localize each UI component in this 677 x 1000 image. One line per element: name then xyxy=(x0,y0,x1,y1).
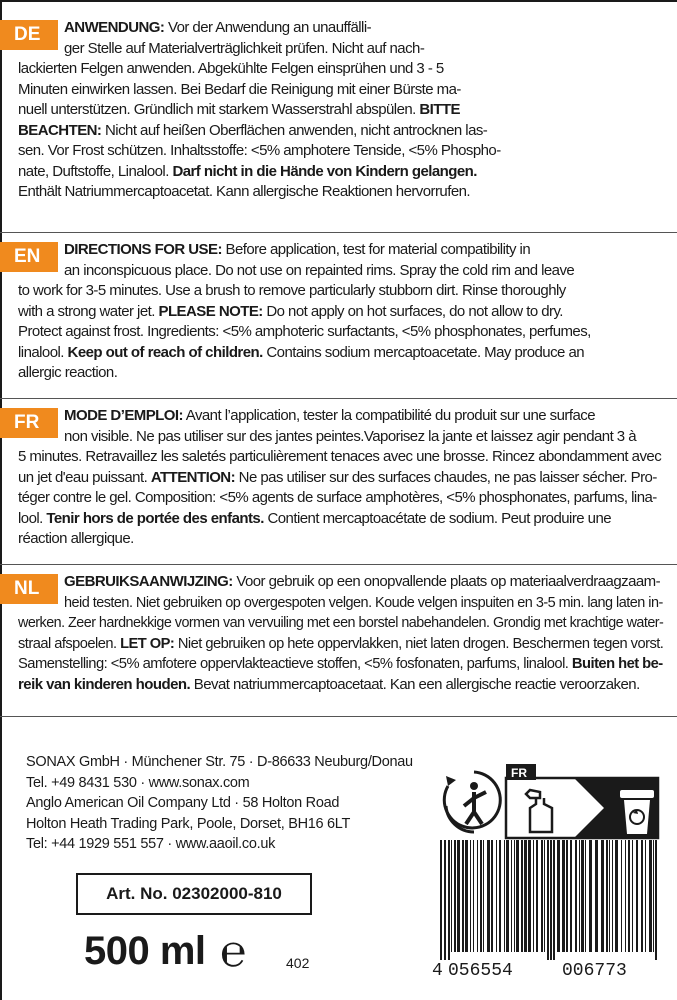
text-line xyxy=(18,240,663,261)
text-line xyxy=(18,322,663,343)
barcode-bar xyxy=(625,840,626,952)
bold-phrase: Keep out of reach of children. xyxy=(67,343,263,361)
text-line xyxy=(18,162,663,183)
estimated-sign-icon: ℮ xyxy=(220,927,247,976)
text-phrase: Contains sodium mercaptoacetate. May produce an xyxy=(262,343,585,361)
barcode-bar xyxy=(595,840,598,952)
barcode-bar xyxy=(562,840,565,952)
text-phrase: lool. xyxy=(18,509,47,527)
barcode-bar xyxy=(496,840,497,952)
address-line: Holton Heath Trading Park, Poole, Dorset, BH16 6LT xyxy=(26,815,351,832)
recycling-info xyxy=(434,762,662,842)
text-line xyxy=(18,572,663,593)
barcode-bar xyxy=(504,840,505,952)
barcode-bar xyxy=(533,840,534,952)
instructions-text xyxy=(18,406,663,550)
barcode-bar xyxy=(480,840,482,952)
barcode-bar xyxy=(451,840,452,952)
bold-phrase: ATTENTION: xyxy=(150,468,236,486)
text-phrase: sen. Vor Frost schützen. Inhaltsstoffe: <5% amphotere Tenside, <5% Phospho- xyxy=(18,142,501,159)
barcode-bar xyxy=(521,840,523,952)
text-phrase: heid testen. Niet gebruiken op overgespoten velgen. Koude velgen inspuiten en 3-5 min. lang laten in- xyxy=(64,593,663,611)
barcode-bar xyxy=(589,840,592,952)
text-phrase: téger contre le gel. Composition: <5% agents de surface amphotères, <5% phosphonates, parfums, lina- xyxy=(18,489,657,506)
text-phrase: Minuten einwirken lassen. Bei Bedarf die Reinigung mit einer Bürste ma- xyxy=(18,80,461,98)
text-phrase: Vor der Anwendung an unauffälli- xyxy=(164,19,372,36)
bold-phrase: MODE D’EMPLOI: xyxy=(64,407,183,424)
country-tab: FR xyxy=(511,766,527,780)
bold-phrase: GEBRUIKSAANWIJZING: xyxy=(64,573,233,590)
barcode-bar xyxy=(511,840,512,952)
triman-icon xyxy=(444,772,500,832)
barcode-bar xyxy=(606,840,608,952)
volume-label: 500 ml xyxy=(84,929,206,973)
bold-phrase: DIRECTIONS FOR USE: xyxy=(64,241,222,258)
text-line xyxy=(18,39,663,60)
barcode-bar xyxy=(547,840,549,960)
language-tab: DE xyxy=(0,20,58,50)
text-phrase: Niet gebruiken op hete oppervlakken, niet laten drogen. Beschermen tegen vorst. xyxy=(174,634,664,652)
text-phrase: an inconspicuous place. Do not use on repainted rims. Spray the cold rim and leave xyxy=(64,261,575,279)
barcode-bar xyxy=(514,840,515,952)
text-line xyxy=(18,593,663,614)
text-phrase: non visible. Ne pas utiliser sur des jantes peintes.Vaporisez la jante et laissez agir pendant 3 à xyxy=(64,427,637,445)
barcode-bar xyxy=(499,840,501,952)
text-line xyxy=(18,141,663,162)
barcode-bar xyxy=(536,840,538,952)
bold-phrase: reik van kinderen houden. xyxy=(18,675,191,693)
barcode-bar xyxy=(553,840,555,960)
text-line xyxy=(18,468,663,489)
barcode-bar xyxy=(557,840,560,952)
bold-phrase: BEACHTEN: xyxy=(18,121,102,139)
text-phrase: ger Stelle auf Materialverträglichkeit prüfen. Nicht auf nach- xyxy=(64,39,425,57)
barcode-bar xyxy=(454,840,456,952)
barcode-bar xyxy=(440,840,442,960)
barcode-bar xyxy=(516,840,519,952)
text-line xyxy=(18,447,663,468)
text-phrase: lackierten Felgen anwenden. Abgekühlte Felgen einsprühen und 3 - 5 xyxy=(18,60,444,77)
text-phrase: to work for 3-5 minutes. Use a brush to remove particularly stubborn dirt. Rinse thoroughly xyxy=(18,282,566,299)
barcode-bar xyxy=(632,840,633,952)
barcode-digit-first: 4 xyxy=(432,961,443,981)
barcode-bar xyxy=(645,840,646,952)
language-tab: FR xyxy=(0,408,58,438)
instructions-text xyxy=(18,240,663,384)
barcode-bar xyxy=(601,840,604,952)
section-divider xyxy=(0,232,677,233)
text-line xyxy=(18,406,663,427)
barcode-bar xyxy=(581,840,584,952)
text-phrase: nuell unterstützen. Gründlich mit starkem Wasserstrahl abspülen. xyxy=(18,101,420,118)
section-divider xyxy=(0,564,677,565)
text-phrase: Protect against frost. Ingredients: <5% amphoteric surfactants, <5% phosphonates, perfumes, xyxy=(18,323,591,340)
text-line xyxy=(18,654,663,675)
text-phrase: with a strong water jet. xyxy=(18,302,159,320)
text-line xyxy=(18,529,663,550)
barcode-bar xyxy=(609,840,610,952)
text-line xyxy=(18,182,663,203)
bold-phrase: Darf nicht in die Hände von Kindern gelangen. xyxy=(172,162,477,180)
barcode-bar xyxy=(649,840,652,952)
language-tab: NL xyxy=(0,574,58,604)
bold-phrase: BITTE xyxy=(419,101,460,118)
text-phrase: Bevat natriummercaptoacetaat. Kan een allergische reactie veroorzaken. xyxy=(190,675,640,693)
text-phrase: Samenstelling: <5% amfotere oppervlakteactieve stoffen, <5% fosfonaten, parfums, linalool. xyxy=(18,655,572,672)
text-line xyxy=(18,59,663,80)
text-phrase: allergic reaction. xyxy=(18,364,118,381)
text-phrase: straal afspoelen. xyxy=(18,634,121,652)
text-phrase: linalool. xyxy=(18,343,68,361)
text-line xyxy=(18,18,663,39)
barcode-bar xyxy=(575,840,577,952)
text-line xyxy=(18,80,663,101)
barcode-bar xyxy=(655,840,657,960)
text-phrase: Before application, test for material compatibility in xyxy=(221,241,531,258)
barcode-bar xyxy=(487,840,490,952)
address-line: SONAX GmbH · Münchener Str. 75 · D-86633 Neuburg/Donau xyxy=(26,754,413,770)
text-line xyxy=(18,613,663,634)
bold-phrase: Tenir hors de portée des enfants. xyxy=(46,509,264,527)
text-line xyxy=(18,121,663,142)
text-phrase: Voor gebruik op een onopvallende plaats op materiaalverdraagzaam- xyxy=(232,573,661,590)
barcode xyxy=(432,840,666,960)
bold-phrase: PLEASE NOTE: xyxy=(158,302,263,320)
barcode-bar xyxy=(641,840,643,952)
barcode-bar xyxy=(628,840,630,952)
barcode-bar xyxy=(462,840,464,952)
section-divider xyxy=(0,398,677,399)
barcode-bar xyxy=(524,840,527,952)
bold-phrase: ANWENDUNG: xyxy=(64,19,165,36)
batch-code: 402 xyxy=(286,955,310,971)
barcode-bar xyxy=(465,840,468,952)
address-line: Anglo American Oil Company Ltd · 58 Holton Road xyxy=(26,795,340,811)
barcode-digit-group: 006773 xyxy=(562,961,627,981)
text-phrase: réaction allergique. xyxy=(18,530,134,547)
bold-phrase: LET OP: xyxy=(120,634,175,652)
barcode-bar xyxy=(615,840,618,952)
text-line xyxy=(18,261,663,282)
text-phrase: nate, Duftstoffe, Linalool. xyxy=(18,162,173,180)
text-phrase: Contient mercaptoacétate de sodium. Peut produire une xyxy=(263,509,612,527)
bold-phrase: Buiten het be- xyxy=(571,655,663,672)
section-divider xyxy=(0,716,677,717)
barcode-bar xyxy=(566,840,568,952)
barcode-bar xyxy=(612,840,613,952)
barcode-bar xyxy=(541,840,543,952)
instructions-text xyxy=(18,18,663,203)
barcode-bar xyxy=(579,840,580,952)
text-phrase: 5 minutes. Retravaillez les saletés particulièrement tenaces avec une brosse. Rincez abondamment avec xyxy=(18,448,662,465)
text-line xyxy=(18,488,663,509)
phone-line: Tel. +49 8431 530 · www.sonax.com xyxy=(26,774,250,791)
barcode-digit-group: 056554 xyxy=(448,961,513,981)
barcode-bar xyxy=(457,840,460,952)
barcode-bar xyxy=(544,840,545,952)
barcode-bar xyxy=(444,840,446,960)
text-line xyxy=(18,675,663,696)
text-line xyxy=(18,281,663,302)
text-phrase: werken. Zeer hardnekkige vormen van vervuiling met een borstel nabehandelen. Grondig met krachtige water- xyxy=(18,614,664,631)
language-tab: EN xyxy=(0,242,58,272)
text-line xyxy=(18,100,663,121)
company-address xyxy=(26,752,426,855)
barcode-bar xyxy=(585,840,586,952)
text-phrase: Do not apply on hot surfaces, do not allow to dry. xyxy=(262,302,563,320)
text-line xyxy=(18,509,663,530)
text-line xyxy=(18,343,663,364)
barcode-bar xyxy=(506,840,509,952)
instructions-text xyxy=(18,572,663,695)
barcode-bar xyxy=(473,840,474,952)
text-phrase: Nicht auf heißen Oberflächen anwenden, nicht antrocknen las- xyxy=(101,121,488,139)
text-phrase: Avant l’application, tester la compatibilité du produit sur une surface xyxy=(182,407,596,424)
barcode-bar xyxy=(621,840,622,952)
text-phrase: un jet d'eau puissant. xyxy=(18,468,151,486)
text-phrase: Ne pas utiliser sur des surfaces chaudes, ne pas laisser sécher. Pro- xyxy=(235,468,657,486)
text-line xyxy=(18,363,663,384)
phone-line: Tel: +44 1929 551 557 · www.aaoil.co.uk xyxy=(26,836,276,852)
barcode-bar xyxy=(570,840,572,952)
text-phrase: Enthält Natriummercaptoacetat. Kann allergische Reaktionen hervorrufen. xyxy=(18,183,471,200)
barcode-bar xyxy=(483,840,484,952)
barcode-bar xyxy=(653,840,654,952)
barcode-bar xyxy=(528,840,531,952)
barcode-bar xyxy=(477,840,478,952)
barcode-bar xyxy=(448,840,450,960)
barcode-bar xyxy=(491,840,493,952)
spray-bottle-icon xyxy=(526,790,552,832)
barcode-bar xyxy=(636,840,638,952)
barcode-bar xyxy=(470,840,471,952)
text-line xyxy=(18,302,663,323)
barcode-bar xyxy=(550,840,552,960)
text-line xyxy=(18,427,663,448)
article-number-box: Art. No. 02302000-810 xyxy=(76,873,312,915)
text-line xyxy=(18,634,663,655)
